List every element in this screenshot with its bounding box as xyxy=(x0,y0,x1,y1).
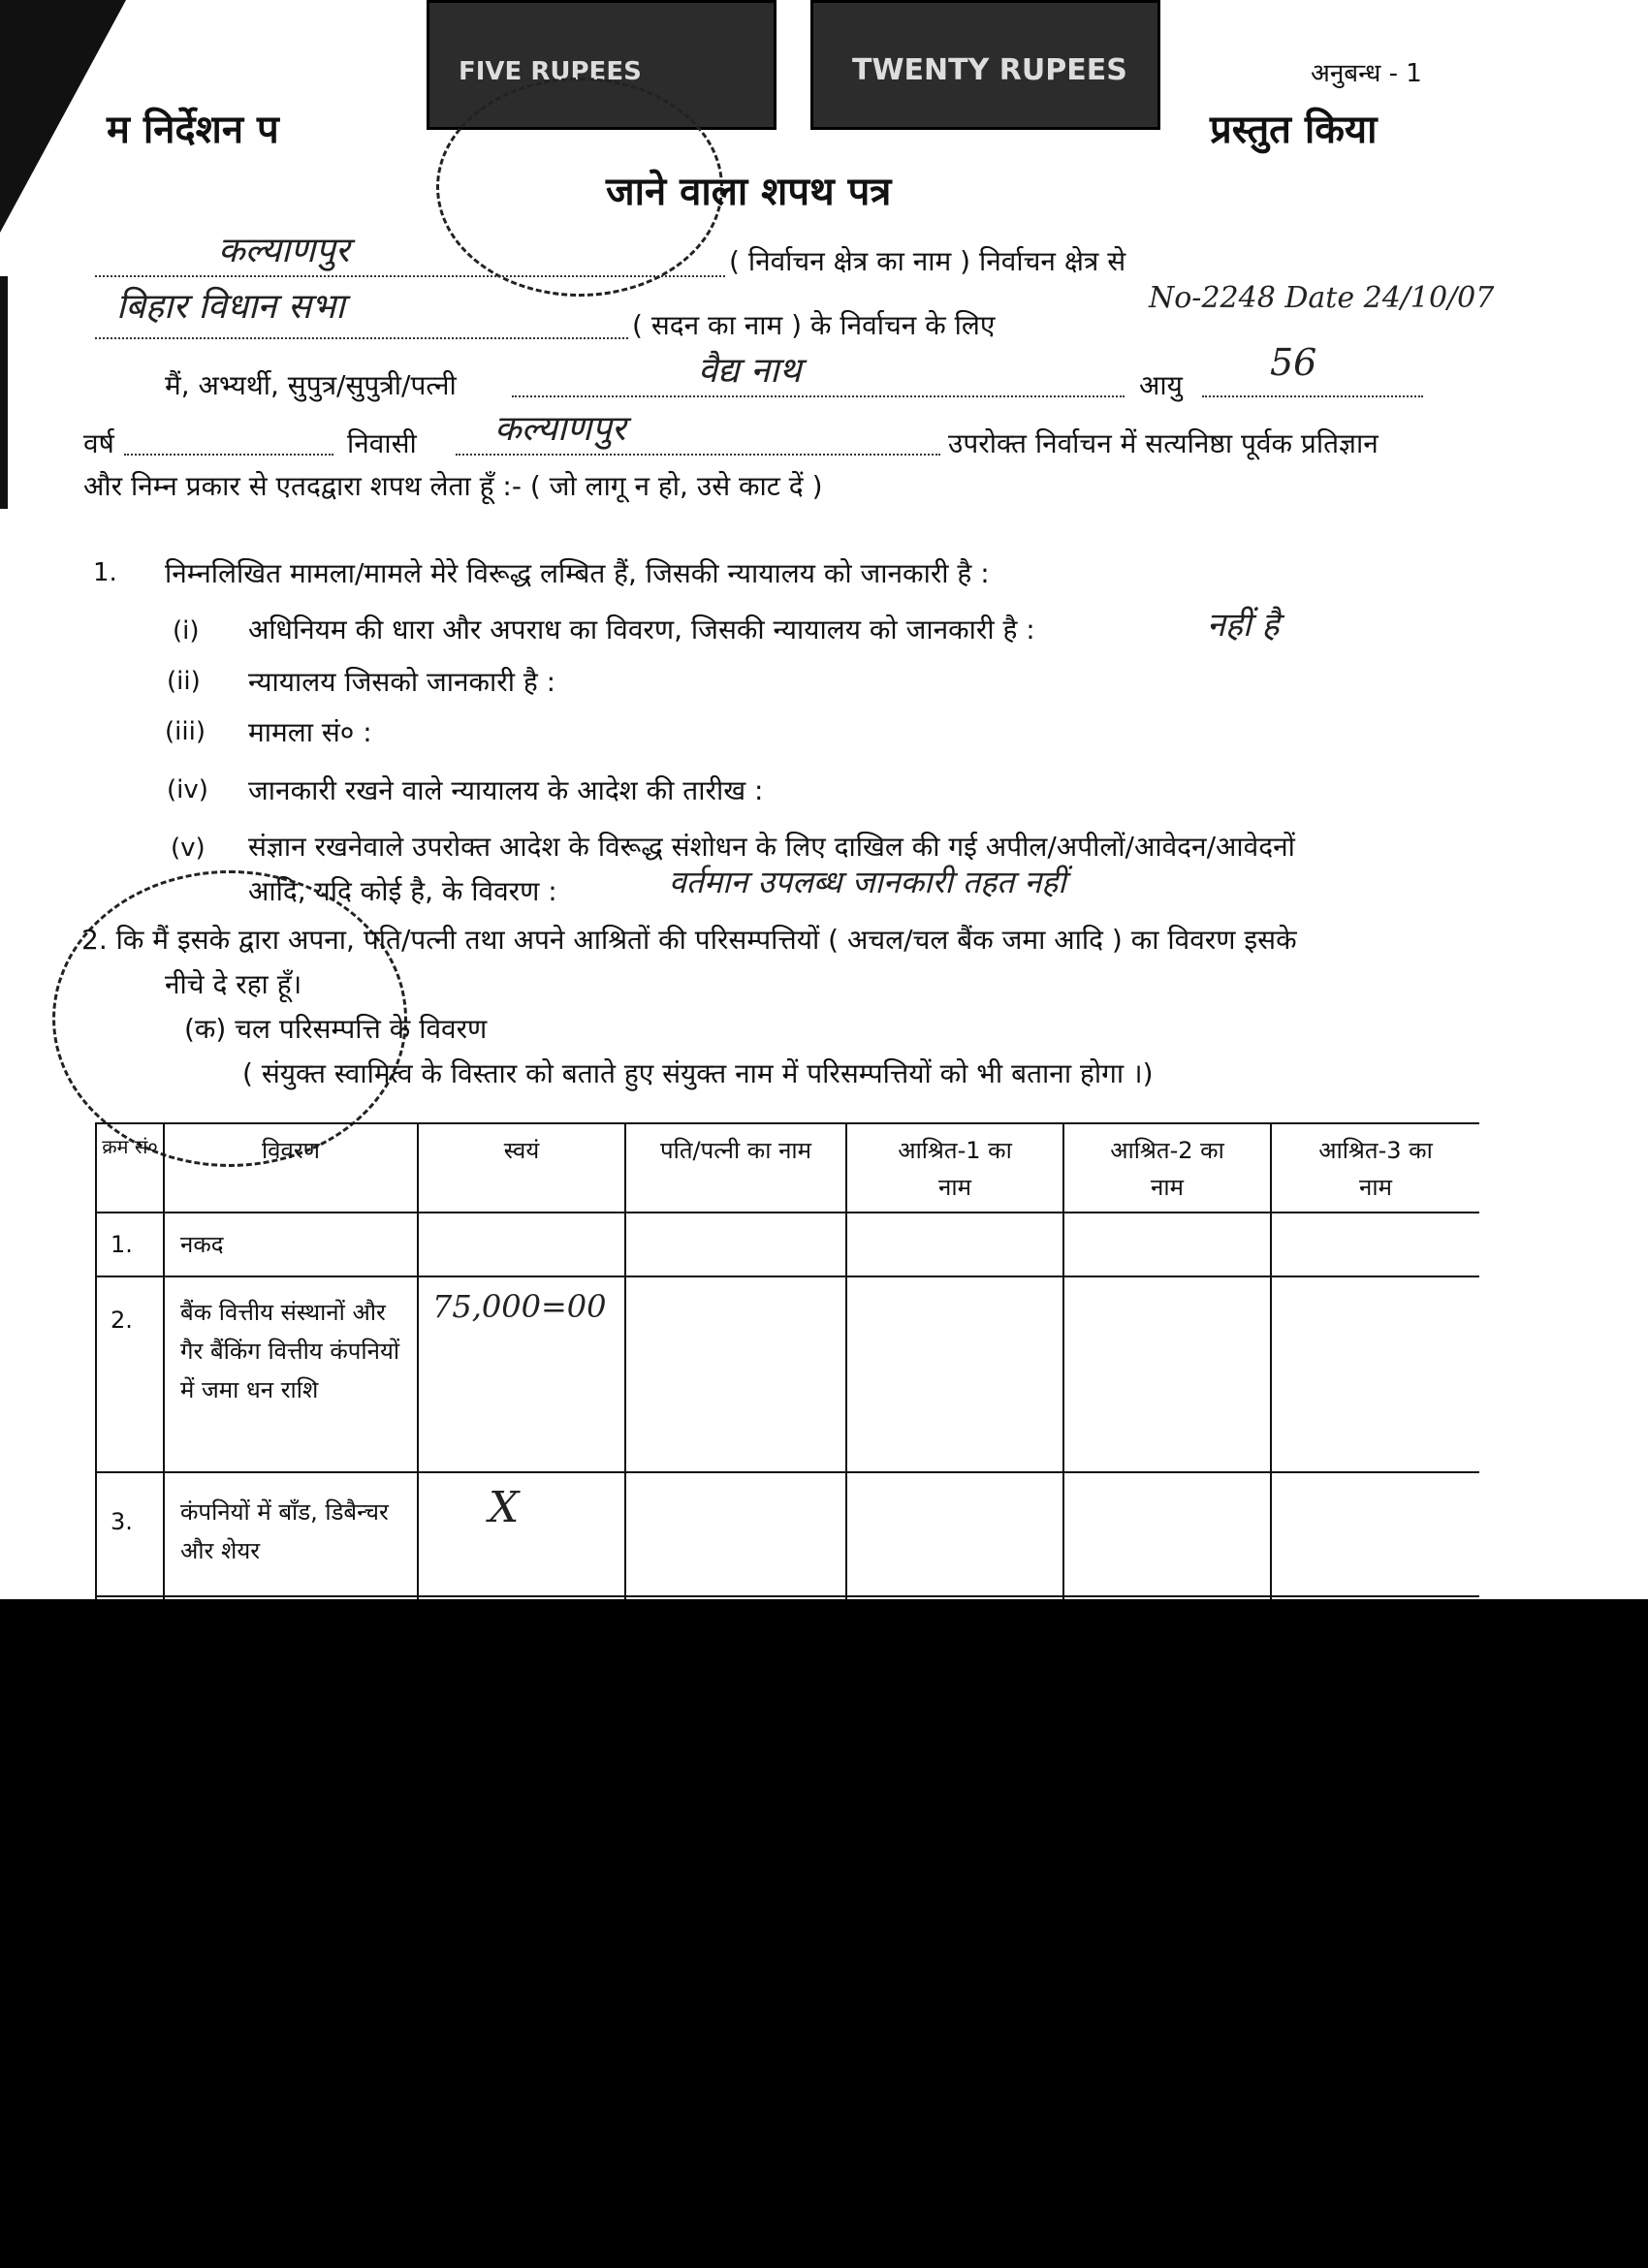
section2-line1: 2. कि मैं इसके द्वारा अपना, पति/पत्नी तथा अपने आश्रितों की परिसम्पत्तियों ( अचल/चल बैंक जमा आदि ) का विवरण इसके xyxy=(81,924,1297,956)
parent-name-line xyxy=(512,366,1125,397)
annex-label: अनुबन्ध - 1 xyxy=(1311,59,1422,88)
table-row-3-description: कंपनियों में बॉंड, डिबैन्चर और शेयर xyxy=(180,1498,389,1564)
residence-text: उपरोक्त निर्वाचन में सत्यनिष्ठा पूर्वक प्रतिज्ञान xyxy=(948,427,1379,459)
section2-line2: नीचे दे रहा हूँ। xyxy=(165,968,302,1000)
stamp-paper-left: FIVE RUPEES xyxy=(427,0,776,130)
constituency-label: ( निर्वाचन क्षेत्र का नाम ) निर्वाचन क्षेत्र से xyxy=(729,245,1126,277)
table-row-2-self: 75,000=00 xyxy=(432,1288,607,1325)
item-v-text: संज्ञान रखनेवाले उपरोक्त आदेश के विरूद्ध संशोधन के लिए दाखिल की गई अपील/अपीलों/आवेदन/आवेदनों xyxy=(248,831,1295,863)
table-header-description: विवरण xyxy=(261,1137,321,1164)
house-value: बिहार विधान सभा xyxy=(116,287,345,327)
item-v-answer: वर्तमान उपलब्ध जानकारी तहत नहीं xyxy=(669,864,1066,900)
table-row-1-number: 1. xyxy=(111,1231,133,1258)
constituency-value: कल्याणपुर xyxy=(218,231,350,270)
joint-ownership-note: ( संयुक्त स्वामित्व के विस्तार को बताते हुए संयुक्त नाम में परिसम्पत्तियों को भी बताना होगा ।) xyxy=(242,1057,1154,1089)
constituency-field-line xyxy=(95,246,725,277)
years-label: वर्ष xyxy=(83,427,114,459)
table-header-dependent2: आश्रित-2 का नाम xyxy=(1110,1137,1224,1201)
table-rule xyxy=(163,1122,165,1599)
item-iii-number: (iii) xyxy=(165,717,206,746)
candidate-prefix: मैं, अभ्यर्थी, सुपुत्र/सुपुत्री/पत्नी xyxy=(165,369,457,401)
residence-value: कल्याणपुर xyxy=(494,409,626,449)
table-rule xyxy=(624,1122,626,1599)
table-row-3-self: X xyxy=(489,1483,520,1532)
table-header-spouse: पति/पत्नी का नाम xyxy=(660,1137,811,1164)
item-i-text: अधिनियम की धारा और अपराध का विवरण, जिसकी न्यायालय को जानकारी है : xyxy=(248,614,1035,646)
table-header-serial: क्रम सं० xyxy=(102,1135,158,1158)
table-row-2-description: बैंक वित्तीय संस्थानों और गैर बैंकिंग वित्तीय कंपनियों में जमा धन राशि xyxy=(180,1299,400,1403)
item-v-continued: आदि, यदि कोई है, के विवरण : xyxy=(248,875,557,907)
house-reference-note: No-2248 Date 24/10/07 xyxy=(1149,281,1495,315)
title-right: प्रस्तुत किया xyxy=(1210,108,1378,152)
parent-name-value: वैद्य नाथ xyxy=(698,351,802,391)
item-iv-text: जानकारी रखने वाले न्यायालय के आदेश की तारीख : xyxy=(248,774,764,806)
table-header-dependent1: आश्रित-1 का नाम xyxy=(898,1137,1012,1201)
table-header-self: स्वयं xyxy=(503,1137,540,1164)
item-i-answer: नहीं है xyxy=(1207,606,1280,645)
item-iv-number: (iv) xyxy=(167,775,208,804)
age-value: 56 xyxy=(1270,341,1317,384)
table-rule xyxy=(417,1122,419,1599)
item-ii-text: न्यायालय जिसको जानकारी है : xyxy=(248,666,556,698)
section1-heading: निम्नलिखित मामला/मामले मेरे विरूद्ध लम्बित हैं, जिसकी न्यायालय को जानकारी है : xyxy=(165,557,990,589)
years-line xyxy=(124,425,333,456)
oath-line: और निम्न प्रकार से एतदद्वारा शपथ लेता हूँ :- ( जो लागू न हो, उसे काट दें ) xyxy=(83,470,823,502)
table-row-1-description: नकद xyxy=(180,1231,224,1258)
stamp-paper-right: TWENTY RUPEES xyxy=(810,0,1160,130)
item-ii-number: (ii) xyxy=(167,667,201,696)
house-label: ( सदन का नाम ) के निर्वाचन के लिए xyxy=(632,309,996,341)
item-v-number: (v) xyxy=(171,834,206,863)
movable-assets-heading: (क) चल परिसम्पत्ति के विवरण xyxy=(184,1013,488,1045)
section1-number: 1. xyxy=(93,558,117,587)
table-rule xyxy=(95,1122,97,1599)
item-iii-text: मामला सं० : xyxy=(248,716,372,748)
scan-edge-mark xyxy=(0,276,8,509)
table-header-dependent3: आश्रित-3 का नाम xyxy=(1318,1137,1433,1201)
title-left: म निर्देशन प xyxy=(107,108,279,152)
table-row-3-number: 3. xyxy=(111,1508,133,1535)
resident-label: निवासी xyxy=(347,427,417,459)
table-row-2-number: 2. xyxy=(111,1307,133,1334)
age-label: आयु xyxy=(1139,369,1183,401)
item-i-number: (i) xyxy=(173,616,200,646)
title-line2: जाने वाला शपथ पत्र xyxy=(606,170,892,214)
